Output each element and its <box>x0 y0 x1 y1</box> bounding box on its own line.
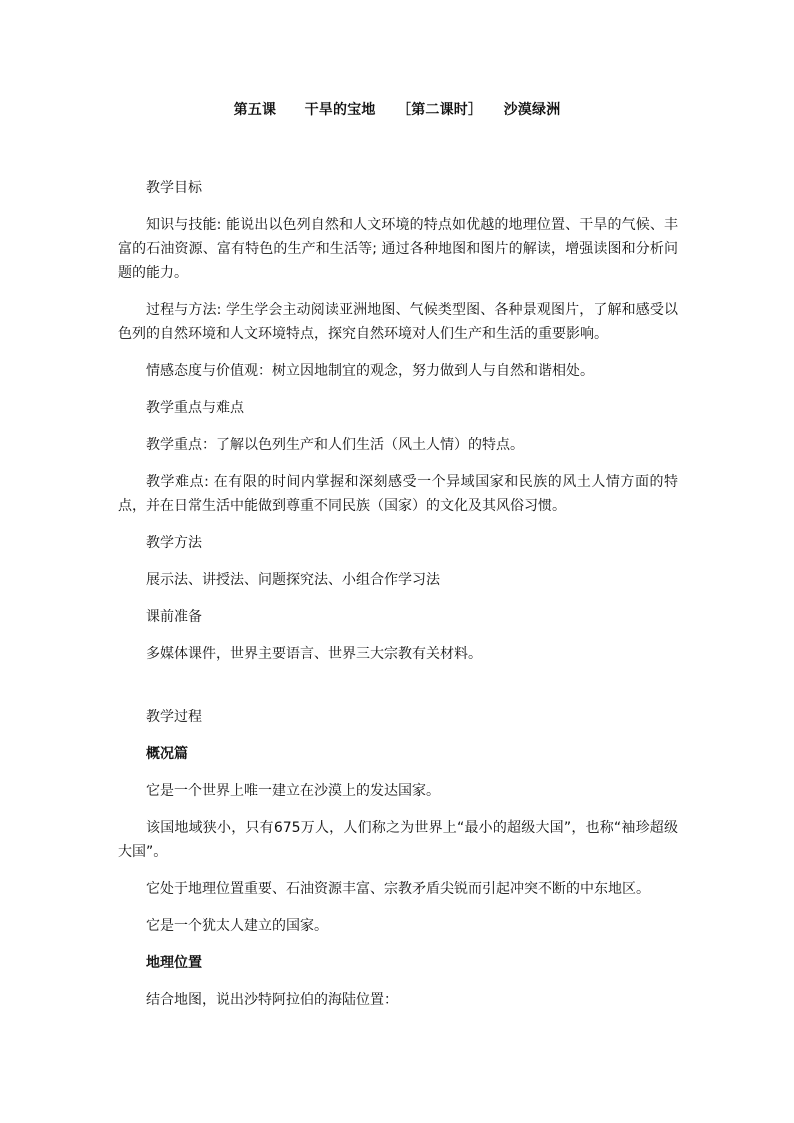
paragraph-method: 展示法、讲授法、问题探究法、小组合作学习法 <box>146 572 440 588</box>
paragraph-goals-knowledge: 知识与技能: 能说出以色列自然和人文环境的特点如优越的地理位置、干旱的气候、丰富的石油资源、富有特色的生产和生活等; 通过各种地图和图片的解读，增强读图和分析问题的能力。 <box>118 217 678 281</box>
page-title: 第五课 干旱的宝地 ［第二课时］ 沙漠绿洲 <box>233 102 561 118</box>
paragraph-overview-2: 该国地域狭小，只有675万人，人们称之为世界上“最小的超级大国”，也称“袖珍超级大国”。 <box>118 820 678 860</box>
paragraph-prep: 多媒体课件，世界主要语言、世界三大宗教有关材料。 <box>146 646 482 662</box>
paragraph-goals-emotion: 情感态度与价值观：树立因地制宜的观念，努力做到人与自然和谐相处。 <box>146 363 594 379</box>
subheading-geo: 地理位置 <box>146 955 202 971</box>
section-heading-method: 教学方法 <box>146 535 202 551</box>
paragraph-goals-process: 过程与方法: 学生学会主动阅读亚洲地图、气候类型图、各种景观图片，了解和感受以色列的自然环境和人文环境特点，探究自然环境对人们生产和生活的重要影响。 <box>118 302 678 342</box>
spacer <box>118 679 678 705</box>
paragraph-key-difficulty: 教学难点: 在有限的时间内掌握和深刻感受一个异域国家和民族的风土人情方面的特点，并在日常生活中能做到尊重不同民族（国家）的文化及其风俗习惯。 <box>118 474 678 514</box>
section-heading-goals: 教学目标 <box>146 180 202 196</box>
section-heading-prep: 课前准备 <box>146 609 202 625</box>
document-body <box>118 176 678 1025</box>
section-heading-process: 教学过程 <box>146 709 202 725</box>
paragraph-geo: 结合地图，说出沙特阿拉伯的海陆位置： <box>146 992 398 1008</box>
paragraph-overview-1: 它是一个世界上唯一建立在沙漠上的发达国家。 <box>146 783 440 799</box>
section-heading-key: 教学重点与难点 <box>146 400 244 416</box>
paragraph-overview-3: 它处于地理位置重要、石油资源丰富、宗教矛盾尖锐而引起冲突不断的中东地区。 <box>146 881 650 897</box>
paragraph-key-focus: 教学重点：了解以色列生产和人们生活（风土人情）的特点。 <box>146 437 524 453</box>
subheading-overview: 概况篇 <box>146 746 188 762</box>
paragraph-overview-4: 它是一个犹太人建立的国家。 <box>146 918 328 934</box>
